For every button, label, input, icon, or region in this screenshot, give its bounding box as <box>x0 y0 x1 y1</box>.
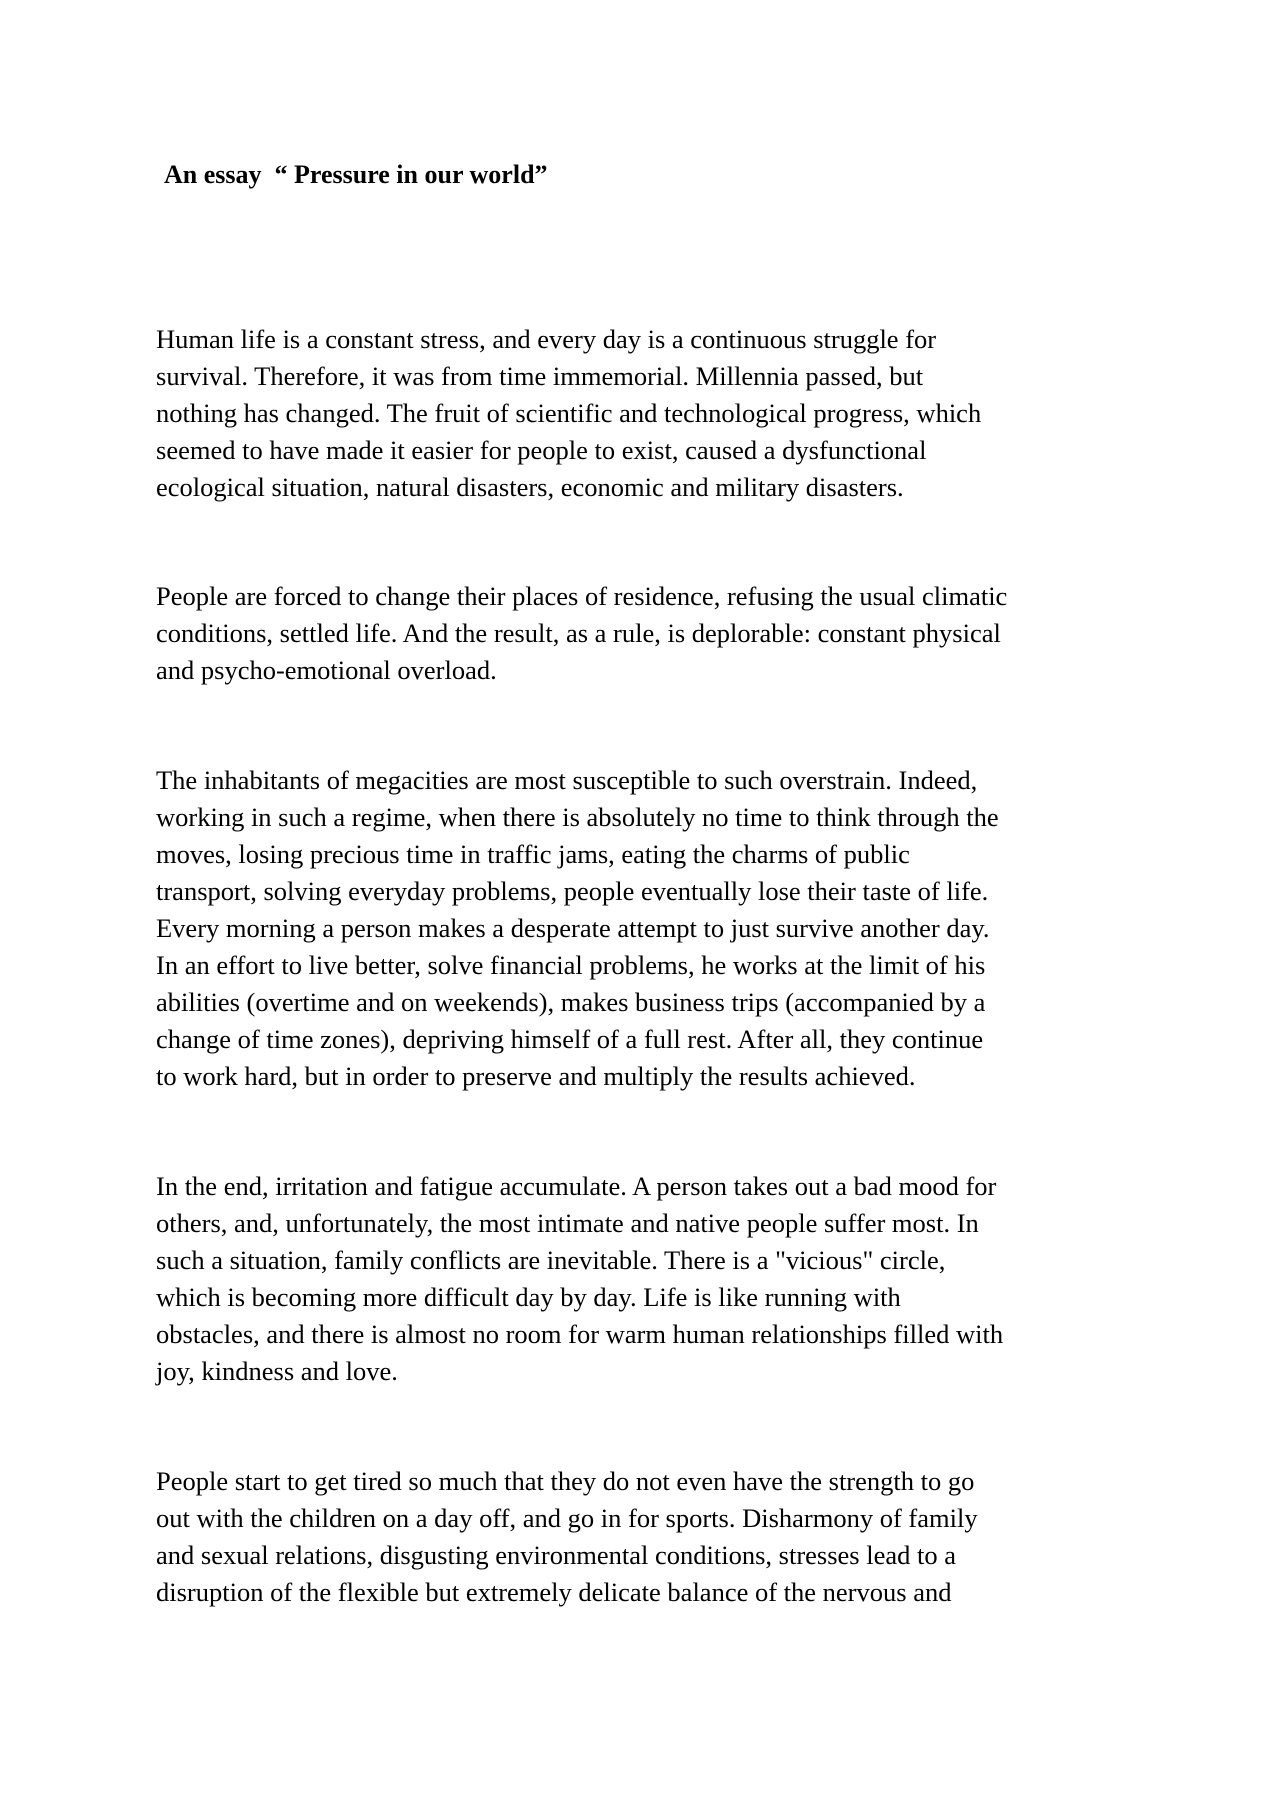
text-line: transport, solving everyday problems, people eventually lose their taste of life. <box>156 876 989 906</box>
text-line: People start to get tired so much that they do not even have the strength to go <box>156 1466 975 1496</box>
text-line: and psycho-emotional overload. <box>156 655 497 685</box>
text-line: joy, kindness and love. <box>156 1356 398 1386</box>
text-line: to work hard, but in order to preserve and multiply the results achieved. <box>156 1061 916 1091</box>
text-line: In an effort to live better, solve financial problems, he works at the limit of his <box>156 950 986 980</box>
text-line: survival. Therefore, it was from time immemorial. Millennia passed, but <box>156 361 924 391</box>
text-line: The inhabitants of megacities are most susceptible to such overstrain. Indeed, <box>156 765 978 795</box>
text-line: People are forced to change their places of residence, refusing the usual climatic <box>156 581 1008 611</box>
text-line: nothing has changed. The fruit of scientific and technological progress, which <box>156 398 982 428</box>
text-line: out with the children on a day off, and go in for sports. Disharmony of family <box>156 1503 978 1533</box>
text-line: In the end, irritation and fatigue accumulate. A person takes out a bad mood for <box>156 1171 997 1201</box>
text-line: others, and, unfortunately, the most intimate and native people suffer most. In <box>156 1208 979 1238</box>
paragraph-2 <box>156 578 1156 689</box>
text-line: abilities (overtime and on weekends), makes business trips (accompanied by a <box>156 987 986 1017</box>
text-line: disruption of the flexible but extremely delicate balance of the nervous and <box>156 1577 952 1607</box>
text-line: working in such a regime, when there is absolutely no time to think through the <box>156 802 999 832</box>
text-line: Human life is a constant stress, and every day is a continuous struggle for <box>156 324 937 354</box>
text-line: ecological situation, natural disasters, economic and military disasters. <box>156 472 904 502</box>
text-line: conditions, settled life. And the result, as a rule, is deplorable: constant physical <box>156 618 1001 648</box>
paragraph-4 <box>156 1168 1156 1390</box>
text-line: Every morning a person makes a desperate attempt to just survive another day. <box>156 913 990 943</box>
text-line: change of time zones), depriving himself of a full rest. After all, they continue <box>156 1024 984 1054</box>
text-line: moves, losing precious time in traffic jams, eating the charms of public <box>156 839 910 869</box>
paragraph-1 <box>156 321 1156 506</box>
text-line: seemed to have made it easier for people to exist, caused a dysfunctional <box>156 435 927 465</box>
essay-title: An essay “ Pressure in our world” <box>164 160 548 189</box>
text-line: which is becoming more difficult day by day. Life is like running with <box>156 1282 901 1312</box>
paragraph-5 <box>156 1463 1156 1611</box>
text-line: such a situation, family conflicts are inevitable. There is a "vicious" circle, <box>156 1245 946 1275</box>
paragraph-3 <box>156 762 1156 1095</box>
text-line: obstacles, and there is almost no room for warm human relationships filled with <box>156 1319 1004 1349</box>
text-line: and sexual relations, disgusting environmental conditions, stresses lead to a <box>156 1540 956 1570</box>
